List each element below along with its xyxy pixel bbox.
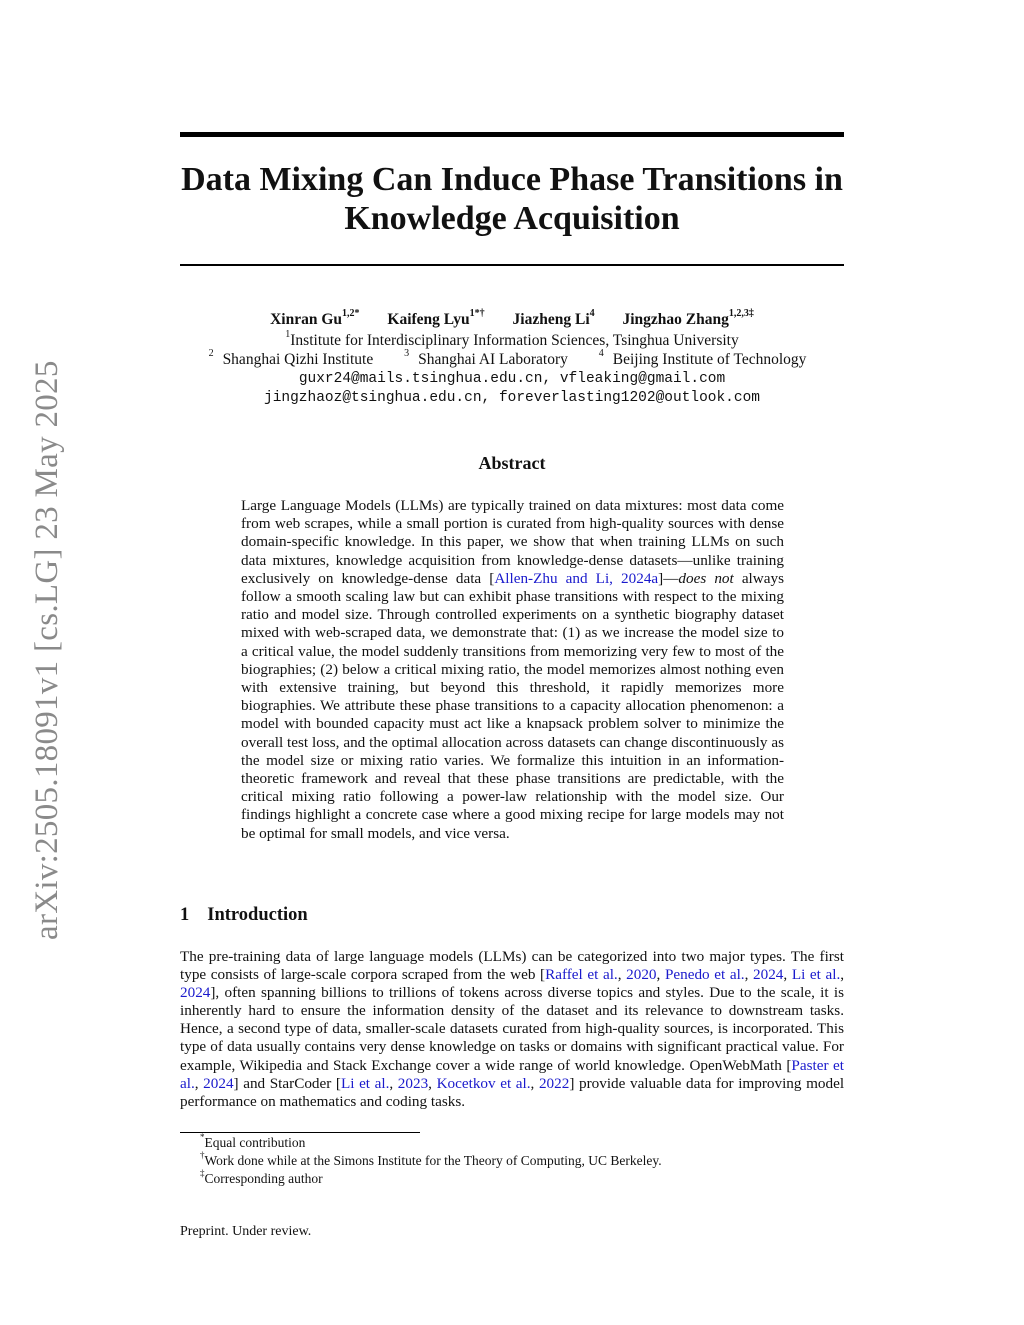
citation-link[interactable]: 2020	[626, 966, 657, 984]
citation-link[interactable]: Li et al.	[340, 1074, 390, 1092]
affiliation-line-2	[150, 347, 874, 369]
title-line-1: Data Mixing Can Induce Phase Transitions in	[181, 161, 843, 198]
citation-link[interactable]: Penedo et al.	[664, 966, 745, 984]
paper-title	[180, 160, 844, 238]
affiliation-line-1: $^1$Institute for Interdisciplinary Information Sciences, Tsinghua University	[285, 328, 739, 349]
footnote: *Equal contribution	[200, 1131, 306, 1150]
citation-link[interactable]: 2023	[397, 1074, 429, 1092]
citation-link[interactable]: Paster et al.	[180, 1056, 845, 1092]
affiliation-3: $^3$ Shanghai AI Laboratory	[404, 347, 568, 368]
author-emails-line-2: jingzhaoz@tsinghua.edu.cn, foreverlasting1202@outlook.com	[264, 390, 760, 406]
footnote: ‡Corresponding author	[200, 1167, 323, 1186]
abstract-body: Large Language Models (LLMs) are typically trained on data mixtures: most data come from web scrapes, while a small portion is curated from high-quality sources with dense domain-specific knowledge. In this paper, we show that when training LLMs on such data mixtures, knowledge acquisition from knowledge-dense datasets—unlike training exclusively on knowledge-dense data [Allen-Zhu and Li, 2024a]—does not always follow a smooth scaling law but can exhibit phase transitions with respect to the mixing ratio and model size. Through controlled experiments on a synthetic biography dataset mixed with web-scraped data, we demonstrate that: (1) as we increase the model size to a critical value, the model suddenly transitions from memorizing very few to most of the biographies; (2) below a critical mixing ratio, the model memorizes almost nothing even with extensive training, but beyond this threshold, it rapidly memorizes more biographies. We attribute these phase transitions to a capacity allocation phenomenon: a model with bounded capacity must act like a knapsack problem solver to minimize the overall test loss, and the optimal allocation across datasets can change discontinuously as the model size or mixing ratio varies. We formalize this intuition in an information-theoretic framework and reveal that these phase transitions are predictable, with the critical mixing ratio following a power-law relationship with the model size. Our findings highlight a concrete case where a good mixing recipe for large models may not be optimal for small models, and vice versa.	[241, 497, 784, 842]
citation-link[interactable]: 2024	[203, 1074, 234, 1092]
author-list	[180, 309, 844, 331]
citation-link[interactable]: Raffel et al.	[545, 966, 618, 984]
intro-paragraph: The pre-training data of large language models (LLMs) can be categorized into two major types. The first type consists of large-scale corpora scraped from the web [Raffel et al., 2020, Penedo et al., 2024, Li et al., 2024], often spanning billions to trillions of tokens across diverse topics and styles. Due to the scale, it is inherently hard to ensure the information density of the dataset and its relevance to downstream tasks. Hence, a second type of data, smaller-scale datasets curated from high-quality sources, is incorporated. This type of data usually contains very dense knowledge on tasks or domains with significant practical value. For example, Wikipedia and Stack Exchange cover a wide range of world knowledge. OpenWebMath [Paster et al., 2024] and StarCoder [Li et al., 2023, Kocetkov et al., 2022] provide valuable data for improving model performance on mathematics and coding tasks.	[180, 948, 845, 1110]
citation-link[interactable]: 2022	[538, 1074, 570, 1092]
section-number: 1	[180, 905, 190, 925]
author: Jiazheng Li$^4$	[512, 307, 595, 328]
author: Xinran $Gu^{1,2*}$	[270, 307, 360, 328]
footnote: †Work done while at the Simons Institute for the Theory of Computing, UC Berkeley.	[200, 1149, 662, 1168]
footnote-rule	[180, 1132, 420, 1133]
author: Kaifeng Lyu$^{1*\dagger}$	[387, 307, 485, 328]
citation-link[interactable]: Li et al.	[791, 966, 841, 984]
section-title: Introduction	[207, 905, 308, 925]
page-footer: Preprint. Under review.	[180, 1224, 312, 1239]
affiliation-2: $^2$ Shanghai Qizhi Institute	[208, 347, 374, 368]
section-heading	[180, 905, 308, 926]
citation-link[interactable]: Allen-Zhu and Li, 2024a	[494, 569, 659, 587]
citation-link[interactable]: 2024	[753, 966, 784, 984]
author: Jingzhao Zhang$^{1,2,3\ddagger}$	[622, 307, 754, 328]
citation-link[interactable]: Kocetkov et al.	[436, 1074, 531, 1092]
abstract-heading: Abstract	[478, 453, 546, 473]
author-emails-line-1: guxr24@mails.tsinghua.edu.cn, vfleaking@gmail.com	[298, 371, 726, 387]
title-top-rule	[180, 132, 844, 137]
citation-link[interactable]: 2024	[180, 984, 211, 1002]
title-bottom-rule	[180, 264, 844, 266]
title-line-2: Knowledge Acquisition	[344, 200, 680, 237]
arxiv-stamp-text: arXiv:2505.18091v1 [cs.LG] 23 May 2025	[29, 360, 65, 940]
affiliation-4: $^4$ Beijing Institute of Technology	[598, 347, 807, 368]
